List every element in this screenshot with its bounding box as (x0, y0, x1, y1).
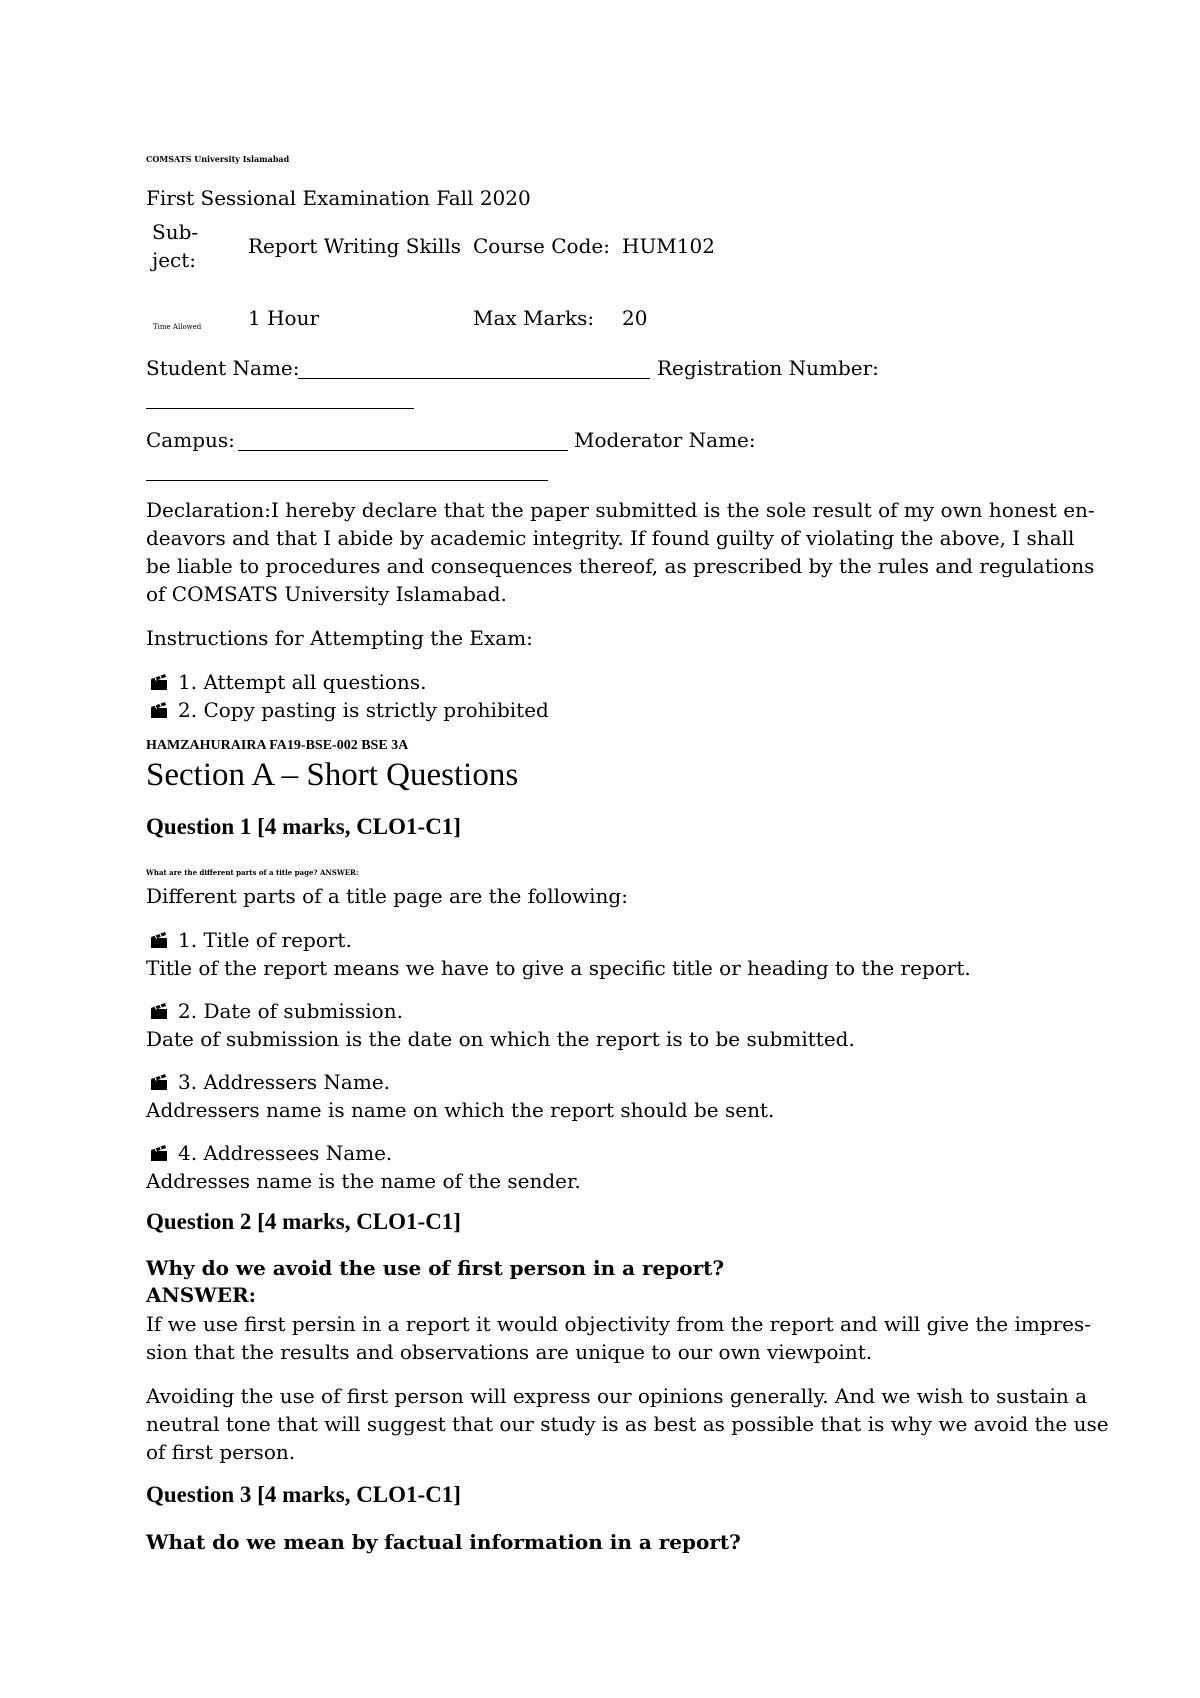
clapperboard-icon (150, 1144, 168, 1162)
answer-line: If we use first persin in a report it would objectivity from the report and will give the impres- (146, 1312, 1092, 1336)
list-item (150, 926, 352, 954)
question-1-prompt: What are the different parts of a title page? ANSWER: (146, 868, 359, 877)
list-item (150, 1068, 390, 1096)
declaration-line-1: Declaration:I hereby declare that the paper submitted is the sole result of my own honest en- (146, 498, 1095, 522)
clapperboard-icon (150, 931, 168, 949)
list-item-text: Addresses name is the name of the sender. (146, 1169, 581, 1193)
moderator-field[interactable] (146, 480, 548, 481)
student-id-line: HAMZAHURAIRA FA19-BSE-002 BSE 3A (146, 738, 409, 753)
list-item (150, 997, 403, 1025)
subject-label-line2: ject: (152, 248, 197, 272)
list-item-text: Addressers name is name on which the report should be sent. (146, 1098, 775, 1122)
answer-line: neutral tone that will suggest that our study is as best as possible that is why we avoid the use (146, 1412, 1109, 1436)
university-name: COMSATS University Islamabad (146, 154, 290, 164)
list-item-heading: 2. Date of submission. (178, 999, 403, 1023)
instruction-text: 1. Attempt all questions. (178, 670, 427, 694)
question-1-title: Question 1 [4 marks, CLO1-C1] (146, 814, 461, 839)
time-allowed-label: Time Allowed (153, 323, 202, 331)
course-code-label: Course Code: (473, 234, 610, 258)
question-2-title: Question 2 [4 marks, CLO1-C1] (146, 1209, 461, 1234)
registration-field[interactable] (146, 408, 414, 409)
declaration-line-2: deavors and that I abide by academic integrity. If found guilty of violating the above, I shall (146, 526, 1075, 550)
answer-line: of first person. (146, 1440, 296, 1464)
clapperboard-icon (150, 1002, 168, 1020)
section-title: Section A – Short Questions (146, 757, 519, 793)
answer-line: Avoiding the use of first person will express our opinions generally. And we wish to sustain a (146, 1384, 1088, 1408)
subject-label-line1: Sub- (152, 220, 199, 244)
declaration-line-3: be liable to procedures and consequences thereof, as prescribed by the rules and regulations (146, 554, 1095, 578)
course-code-value: HUM102 (622, 234, 715, 258)
list-item-heading: 3. Addressers Name. (178, 1070, 391, 1094)
subject-value: Report Writing Skills (248, 234, 462, 258)
student-name-field[interactable] (298, 378, 650, 379)
instruction-item (150, 668, 426, 696)
list-item-heading: 1. Title of report. (178, 928, 352, 952)
question-3-prompt: What do we mean by factual information in a report? (146, 1530, 741, 1554)
list-item-text: Date of submission is the date on which the report is to be submitted. (146, 1027, 855, 1051)
list-item (150, 1139, 392, 1167)
time-value: 1 Hour (248, 306, 320, 330)
list-item-heading: 4. Addressees Name. (178, 1141, 393, 1165)
question-2-prompt: Why do we avoid the use of first person in a report? (146, 1256, 725, 1280)
registration-label: Registration Number: (657, 356, 879, 380)
instruction-item (150, 696, 549, 724)
clapperboard-icon (150, 1073, 168, 1091)
clapperboard-icon (150, 701, 168, 719)
student-name-label: Student Name: (146, 356, 300, 380)
answer-label: ANSWER: (146, 1283, 256, 1307)
max-marks-value: 20 (622, 306, 648, 330)
list-item-text: Title of the report means we have to give a specific title or heading to the report. (146, 956, 971, 980)
campus-field[interactable] (238, 450, 568, 451)
instruction-text: 2. Copy pasting is strictly prohibited (178, 698, 549, 722)
question-1-intro: Different parts of a title page are the following: (146, 884, 628, 908)
instructions-title: Instructions for Attempting the Exam: (146, 626, 533, 650)
exam-title: First Sessional Examination Fall 2020 (146, 186, 531, 210)
max-marks-label: Max Marks: (473, 306, 595, 330)
campus-label: Campus: (146, 428, 235, 452)
clapperboard-icon (150, 673, 168, 691)
moderator-label: Moderator Name: (574, 428, 756, 452)
question-3-title: Question 3 [4 marks, CLO1-C1] (146, 1482, 461, 1507)
answer-line: sion that the results and observations are unique to our own viewpoint. (146, 1340, 873, 1364)
declaration-line-4: of COMSATS University Islamabad. (146, 582, 507, 606)
